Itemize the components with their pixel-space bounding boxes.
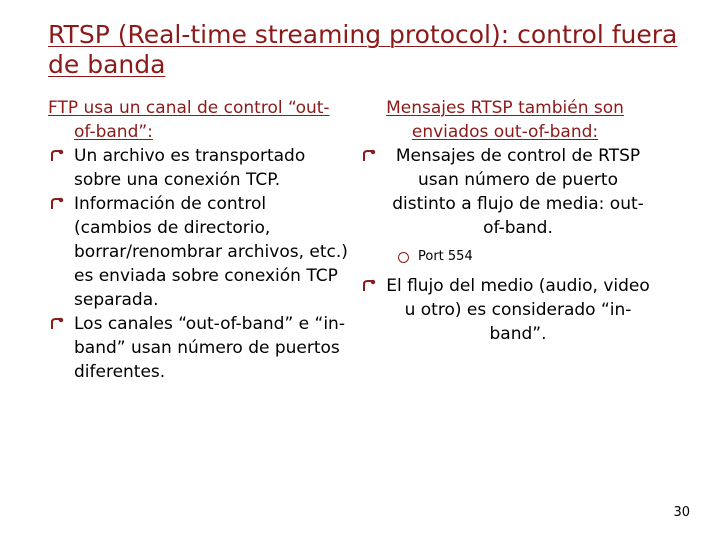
left-column (48, 96, 348, 384)
bullet-text: Información de control (cambios de directorio, borrar/renombrar archivos, etc.) es enviada sobre conexión TCP separada. (74, 194, 348, 310)
left-lead: FTP usa un canal de control “out-of-band”: (48, 98, 330, 142)
sub-bullet-icon (398, 252, 409, 263)
list-item (360, 274, 650, 346)
bullet-icon (50, 149, 64, 163)
list-item (48, 312, 348, 384)
list-item (48, 192, 348, 312)
bullet-text: Un archivo es transportado sobre una conexión TCP. (74, 146, 306, 190)
sub-bullet-list (360, 246, 650, 268)
bullet-text: Mensajes de control de RTSP usan número de puerto distinto a flujo de media: out-of-band. (392, 146, 644, 238)
sub-bullet-text: Port 554 (418, 249, 473, 264)
bullet-icon (50, 317, 64, 331)
bullet-icon (50, 197, 64, 211)
bullet-icon (362, 279, 376, 293)
list-item (360, 144, 650, 240)
bullet-text: Los canales “out-of-band” e “in-band” usan número de puertos diferentes. (74, 314, 345, 382)
bullet-icon (362, 149, 376, 163)
right-lead: Mensajes RTSP también son enviados out-of-band: (386, 98, 624, 142)
page-number: 30 (673, 505, 690, 520)
slide-title: RTSP (Real-time streaming protocol): control fuera de banda (48, 20, 678, 79)
right-bullet-list-2 (360, 274, 650, 346)
bullet-text: El flujo del medio (audio, video u otro) es considerado “in-band”. (386, 276, 650, 344)
right-bullet-list (360, 144, 650, 240)
list-item (48, 144, 348, 192)
left-bullet-list (48, 144, 348, 384)
list-item (392, 246, 650, 268)
right-column (360, 96, 650, 346)
